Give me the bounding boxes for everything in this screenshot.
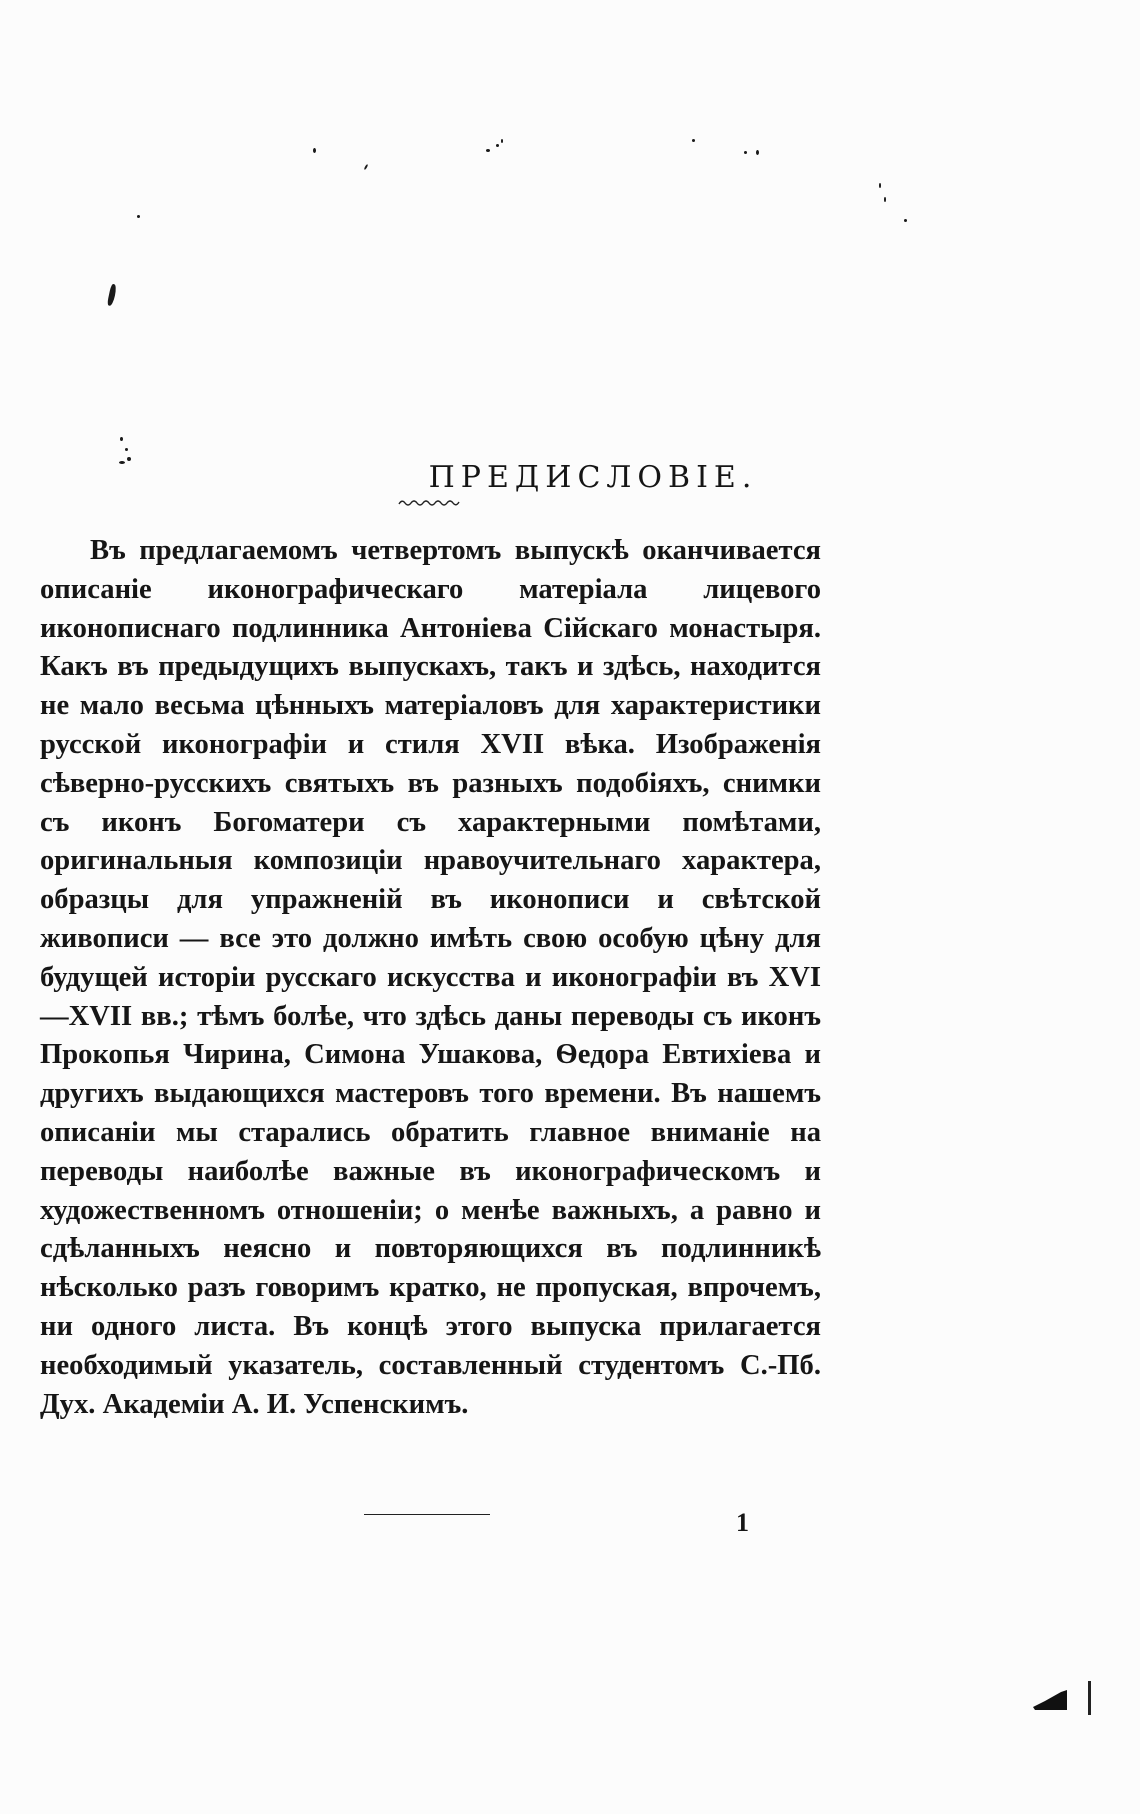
preface-paragraph: Въ предлагаемомъ четвертомъ выпускѣ оканчивается описаніе иконографическаго матеріала лицевого иконописнаго подлинника Антоніева Сійскаго монастыря. Какъ въ предыдущихъ выпускахъ, такъ и здѣсь, находится не мало весьма цѣнныхъ матеріаловъ для характеристики русской иконографіи и стиля XVII вѣка. Изображенія сѣверно-русскихъ святыхъ въ разныхъ подобіяхъ, снимки съ иконъ Богоматери съ характерными помѣтами, оригинальныя композиціи нравоучительнаго характера, образцы для упражненій въ иконописи и свѣтской живописи — все это должно имѣть свою особую цѣну для будущей исторіи русскаго искусства и иконографіи въ XVI—XVII вв.; тѣмъ болѣе, что здѣсь даны переводы съ иконъ Прокопья Чирина, Симона Ушакова, Ѳедора Евтихіева и другихъ выдающихся мастеровъ того времени. Въ нашемъ описаніи мы старались обратить главное вниманіе на переводы наиболѣе важные въ иконографическомъ и художественномъ отношеніи; о менѣе важныхъ, а равно и сдѣланныхъ неясно и повторяющихся въ подлинникѣ нѣсколько разъ говоримъ кратко, не пропуская, впрочемъ, ни одного листа. Въ концѣ этого выпуска прилагается необходимый указатель, составленный студентомъ С.-Пб. Дух. Академіи А. И. Успенскимъ. <box>40 535 821 1420</box>
scan-speck <box>744 151 747 154</box>
scan-speck <box>501 139 503 143</box>
scan-speck <box>125 448 128 451</box>
footer-rule <box>364 1514 490 1515</box>
scan-speck <box>364 164 369 170</box>
scan-speck <box>313 148 316 153</box>
page-title: ПРЕДИСЛОВІЕ. <box>428 460 758 496</box>
corner-line <box>1088 1681 1091 1715</box>
scan-speck <box>120 437 123 441</box>
scan-speck <box>107 284 117 307</box>
scan-speck <box>137 215 140 218</box>
scan-speck <box>904 219 907 222</box>
scan-speck <box>496 144 499 147</box>
scan-speck <box>756 150 759 155</box>
scan-speck <box>879 183 881 188</box>
page-number: 1 <box>736 1508 749 1537</box>
scan-speck <box>884 197 886 202</box>
preface-body <box>40 532 821 1424</box>
corner-mark <box>1031 1689 1071 1711</box>
scan-speck <box>692 139 695 142</box>
scan-speck <box>486 149 490 152</box>
title-ornament <box>398 496 460 508</box>
